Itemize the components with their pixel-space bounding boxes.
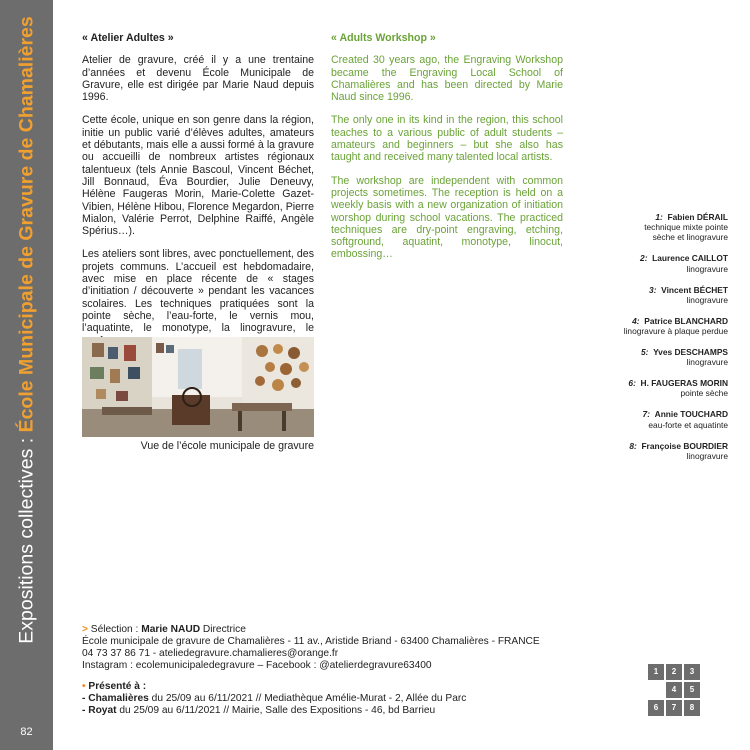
school-photo bbox=[82, 337, 314, 437]
grid-cell: 1 bbox=[648, 664, 664, 680]
credit-technique: linogravure bbox=[686, 294, 728, 305]
french-paragraph: Les ateliers sont libres, avec ponctuellement, des projets communs. L’accueil est hebdomadaire, avec mise en place récente de « stages d’initiation / découverte » pendant les vacances scolaires. Les techniques pratiquées sont la pointe sèche, l’eau-forte, le vernis mou, l’aquatinte, le monotype, la linogravure, le bbox=[82, 248, 314, 335]
credit-technique: sèche et linogravure bbox=[652, 232, 728, 243]
grid-cell: 6 bbox=[648, 700, 664, 716]
credit-technique: pointe sèche bbox=[680, 388, 728, 399]
credit-technique: linogravure bbox=[686, 263, 728, 274]
venue-place: - Chamalières bbox=[82, 693, 149, 705]
credit-technique: technique mixte pointe bbox=[644, 222, 728, 233]
contact-info bbox=[82, 624, 582, 672]
credit-item bbox=[528, 409, 728, 429]
credit-technique: linogravure bbox=[686, 357, 728, 368]
credit-number: 8: bbox=[629, 440, 637, 451]
selection-line bbox=[82, 624, 582, 636]
french-column bbox=[82, 32, 314, 358]
photo-caption: Vue de l’école municipale de gravure bbox=[140, 440, 314, 452]
venue-details: du 25/09 au 6/11/2021 // Mairie, Salle des Expositions - 46, bd Barrieu bbox=[116, 705, 436, 717]
english-paragraph: The workshop are independent with common projects sometimes. The reception is held on a weekly basis with a new organization of initiation worshop during school vacations. The practiced techniques are dry-point engraving, etching, softground, aquatint, monotype, linocut, embossing… bbox=[331, 174, 563, 261]
credit-item bbox=[528, 212, 728, 243]
venue-line bbox=[82, 705, 602, 717]
venue-details: du 25/09 au 6/11/2021 // Mediathèque Amélie-Murat - 2, Allée du Parc bbox=[148, 693, 467, 705]
credit-artist: Vincent BÉCHET bbox=[661, 284, 728, 295]
credit-number: 1: bbox=[655, 212, 663, 222]
english-paragraph: The only one in its kind in the region, this school teaches to a various public of adult students – amateurs and beginners – but she also has taught and received many talented local artists. bbox=[331, 114, 563, 164]
credit-item bbox=[528, 285, 728, 305]
grid-cell: 8 bbox=[684, 700, 700, 716]
presented-label: Présenté à : bbox=[88, 681, 147, 692]
credit-technique: linogravure bbox=[686, 450, 728, 461]
credit-item bbox=[528, 347, 728, 367]
credit-artist: Yves DESCHAMPS bbox=[653, 347, 728, 358]
french-paragraph: Atelier de gravure, créé il y a une trentaine d’années et devenu École Municipale de Gravure, elle est dirigée par Marie Naud depuis 1996. bbox=[82, 54, 314, 104]
credit-artist: Patrice BLANCHARD bbox=[644, 315, 728, 326]
english-heading: « Adults Workshop » bbox=[331, 32, 436, 44]
vertical-title bbox=[16, 16, 39, 644]
credit-artist: Laurence CAILLOT bbox=[652, 253, 728, 264]
credit-item bbox=[528, 316, 728, 336]
grid-cell: 3 bbox=[684, 664, 700, 680]
title-prefix: Expositions collectives : bbox=[15, 432, 38, 644]
sidebar bbox=[0, 0, 53, 750]
credit-number: 2: bbox=[640, 253, 648, 264]
credit-technique: linogravure à plaque perdue bbox=[623, 326, 728, 337]
credit-item bbox=[528, 378, 728, 398]
arrow-icon: > bbox=[82, 624, 88, 635]
grid-cell: 2 bbox=[666, 664, 682, 680]
venue-line bbox=[82, 693, 602, 705]
artwork-credits bbox=[528, 212, 728, 472]
credit-number: 6: bbox=[628, 378, 636, 389]
credit-artist: H. FAUGERAS MORIN bbox=[640, 378, 728, 389]
grid-cell: 4 bbox=[666, 682, 682, 698]
french-paragraph: Cette école, unique en son genre dans la région, initie un public varié d’élèves adultes, amateurs et débutants, mais elle a aussi formé à la gravure ou accueilli de nombreux artistes régionaux talentueux (tels Annie Bascoul, Vincent Béchet, Jill Bonnaud, Éva Bourdier, Julie Deneuvy, Hélène Faugeras Morin, Marie-Colette Gazet-Vibien, Hélène Hibou, Florence Megardon, Pierre Mialon, Valérie Perrot, Delphine Raiffé, Angèle Spérius…). bbox=[82, 114, 314, 238]
venue-place: - Royat bbox=[82, 705, 117, 717]
school-interior-illustration bbox=[82, 337, 314, 437]
selection-name: Marie NAUD bbox=[141, 624, 201, 635]
presented-at bbox=[82, 681, 602, 717]
phone-email-line: 04 73 37 86 71 - ateliedegravure.chamalieres@orange.fr bbox=[82, 648, 339, 660]
page-number: 82 bbox=[20, 726, 33, 738]
selection-role: Directrice bbox=[200, 624, 246, 635]
english-paragraph: Created 30 years ago, the Engraving Workshop became the Engraving Local School of Chamalières and has been directed by Marie Naud since 1996. bbox=[331, 54, 563, 104]
french-heading: « Atelier Adultes » bbox=[82, 32, 174, 44]
presented-heading bbox=[82, 681, 602, 693]
credit-artist: Fabien DÉRAIL bbox=[667, 212, 728, 222]
credit-artist: Françoise BOURDIER bbox=[641, 440, 728, 451]
credit-number: 3: bbox=[649, 284, 657, 295]
credit-number: 7: bbox=[642, 409, 650, 420]
grid-cell: 5 bbox=[684, 682, 700, 698]
credit-number: 5: bbox=[640, 347, 649, 358]
selection-label: Sélection : bbox=[90, 624, 142, 635]
address-line: École municipale de gravure de Chamalières - 11 av., Aristide Briand - 63400 Chamalières - FRANCE bbox=[82, 636, 540, 648]
credit-technique: eau-forte et aquatinte bbox=[648, 419, 728, 430]
artwork-index-grid bbox=[648, 664, 700, 716]
social-line: Instagram : ecolemunicipaledegravure – Facebook : @atelierdegravure63400 bbox=[82, 660, 432, 672]
title-main: École Municipale de Gravure de Chamalières bbox=[15, 16, 38, 433]
credit-item bbox=[528, 253, 728, 273]
credit-artist: Annie TOUCHARD bbox=[654, 409, 728, 420]
credit-item bbox=[528, 441, 728, 461]
bullet-icon: • bbox=[82, 681, 86, 692]
credit-number: 4: bbox=[632, 315, 640, 326]
grid-cell: 7 bbox=[666, 700, 682, 716]
